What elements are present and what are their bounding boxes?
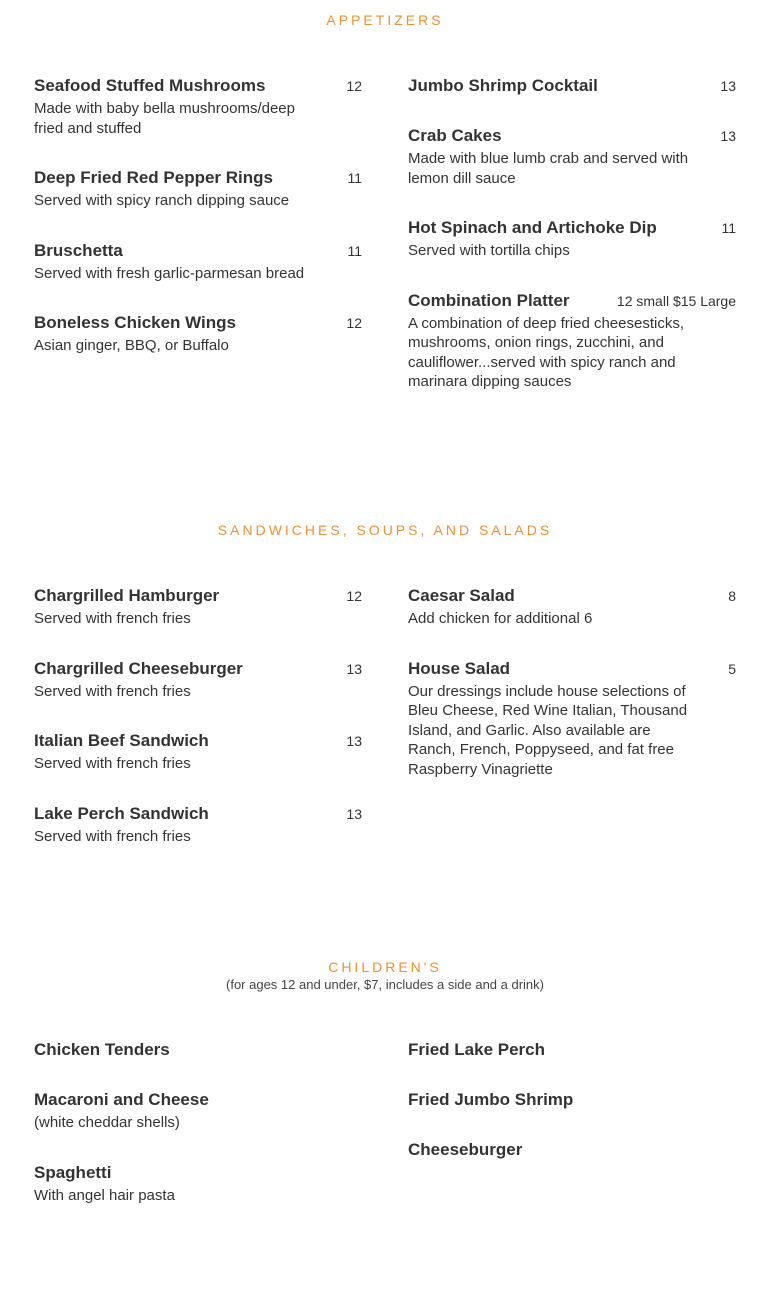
menu-item-header (408, 126, 736, 146)
menu-item (408, 1140, 736, 1160)
menu-item-name: Spaghetti (34, 1162, 112, 1182)
menu-item-header (408, 1040, 736, 1060)
menu-item-name: Crab Cakes (408, 126, 502, 145)
childrens-right-column (408, 1040, 736, 1190)
menu-item-price: 5 (728, 660, 736, 677)
menu-item-header (408, 76, 736, 96)
menu-item (408, 76, 736, 96)
menu-item (34, 1163, 362, 1206)
menu-item (408, 659, 736, 780)
sandwiches-left-column (34, 586, 362, 876)
menu-item-name: House Salad (408, 658, 511, 678)
menu-item (34, 313, 362, 356)
menu-item (34, 731, 362, 774)
menu-item-description: Add chicken for additional 6 (408, 610, 593, 627)
menu-item (34, 586, 362, 629)
menu-item-header (408, 1090, 736, 1110)
menu-item-header (34, 659, 362, 679)
menu-item-name: Combination Platter (408, 290, 570, 310)
menu-item-header (34, 76, 362, 96)
menu-item-description: Served with french fries (34, 827, 191, 845)
menu-item-price: 11 (347, 242, 362, 259)
menu-item-description: A combination of deep fried cheesesticks, mushrooms, onion rings, zucchini, and cauliflower...served with spicy ranch and marinara dipping sauces (408, 314, 684, 390)
menu-item-header (408, 1140, 736, 1160)
menu-item (34, 76, 362, 138)
menu-item-price: 12 (346, 78, 362, 94)
menu-item-price: 12 small $15 Large (616, 292, 736, 309)
appetizers-left-column (34, 76, 362, 386)
menu-item-price: 13 (720, 128, 736, 144)
menu-item-price: 11 (721, 220, 736, 236)
menu-item-name: Lake Perch Sandwich (34, 803, 209, 823)
menu-item (408, 126, 736, 188)
menu-item-name: Hot Spinach and Artichoke Dip (408, 218, 657, 237)
menu-item-name: Fried Lake Perch (408, 1040, 546, 1059)
menu-item-description: With angel hair pasta (34, 1186, 175, 1204)
menu-item-price: 13 (346, 733, 362, 749)
menu-item-price: 12 (346, 315, 362, 331)
childrens-subtitle: (for ages 12 and under, $7, includes a side and a drink) (226, 977, 544, 992)
menu-item-header (34, 313, 362, 333)
menu-item-price: 8 (728, 588, 736, 604)
menu-item-description: Served with french fries (34, 610, 191, 627)
appetizers-title: APPETIZERS (326, 12, 444, 28)
menu-item-header (34, 804, 362, 824)
menu-item-price: 13 (346, 805, 362, 822)
menu-item-description: Asian ginger, BBQ, or Buffalo (34, 337, 229, 354)
menu-item-description: Served with tortilla chips (408, 242, 570, 259)
menu-item-description: (white cheddar shells) (34, 1114, 180, 1131)
menu-item-header (34, 1163, 362, 1183)
menu-item (408, 291, 736, 392)
menu-item-header (34, 1090, 362, 1110)
menu-item-price: 12 (346, 588, 362, 604)
menu-item (408, 586, 736, 629)
menu-item-description: Served with french fries (34, 682, 191, 700)
menu-item-description: Made with baby bella mushrooms/deep fried and stuffed (34, 100, 295, 137)
childrens-left-column (34, 1040, 362, 1235)
menu-item-header (34, 241, 362, 261)
menu-item (408, 218, 736, 261)
menu-item-description: Our dressings include house selections of Bleu Cheese, Red Wine Italian, Thousand Island, and Garlic. Also available are Ranch, French, Poppyseed, and fat free Raspberry Vinagriette (408, 682, 688, 778)
menu-item-header (34, 168, 362, 188)
menu-item-header (34, 586, 362, 606)
menu-item-header (34, 1040, 362, 1060)
menu-item (34, 1090, 362, 1133)
menu-item (408, 1040, 736, 1060)
menu-item-name: Macaroni and Cheese (34, 1090, 209, 1109)
menu-item-header (408, 218, 736, 238)
appetizers-section (0, 11, 770, 451)
menu-item-name: Bruschetta (34, 240, 123, 260)
menu-item (34, 168, 362, 211)
menu-item-header (408, 291, 736, 311)
menu-item-description: Made with blue lumb crab and served with lemon dill sauce (408, 150, 689, 187)
menu-item-name: Deep Fried Red Pepper Rings (34, 168, 273, 187)
menu-item-header (408, 586, 736, 606)
menu-item-name: Jumbo Shrimp Cocktail (408, 76, 598, 95)
menu-item-name: Chargrilled Cheeseburger (34, 658, 243, 678)
menu-item-price: 13 (720, 78, 736, 94)
sandwiches-right-column (408, 586, 736, 809)
appetizers-right-column (408, 76, 736, 422)
menu-item-price: 11 (347, 170, 362, 186)
menu-item (34, 1040, 362, 1060)
menu-item-name: Boneless Chicken Wings (34, 313, 237, 332)
menu-item-name: Chicken Tenders (34, 1040, 170, 1059)
menu-item (34, 804, 362, 847)
menu-item-description: Served with spicy ranch dipping sauce (34, 192, 290, 209)
menu-item-name: Caesar Salad (408, 586, 515, 605)
menu-item (34, 241, 362, 284)
menu-item-description: Served with fresh garlic-parmesan bread (34, 264, 305, 282)
menu-item-name: Fried Jumbo Shrimp (408, 1090, 574, 1109)
childrens-section (0, 958, 770, 1238)
menu-item-name: Chargrilled Hamburger (34, 586, 220, 605)
menu-item-description: Served with french fries (34, 755, 191, 772)
childrens-title: CHILDREN'S (328, 959, 442, 975)
menu-item-header (34, 731, 362, 751)
menu-item-price: 13 (346, 660, 362, 677)
menu-item-name: Italian Beef Sandwich (34, 731, 209, 750)
sandwiches-section (0, 521, 770, 881)
menu-item-name: Seafood Stuffed Mushrooms (34, 76, 266, 95)
sandwiches-title: SANDWICHES, SOUPS, AND SALADS (217, 522, 553, 538)
menu-item (408, 1090, 736, 1110)
menu-item-name: Cheeseburger (408, 1140, 523, 1159)
menu-item (34, 659, 362, 702)
menu-item-header (408, 659, 736, 679)
